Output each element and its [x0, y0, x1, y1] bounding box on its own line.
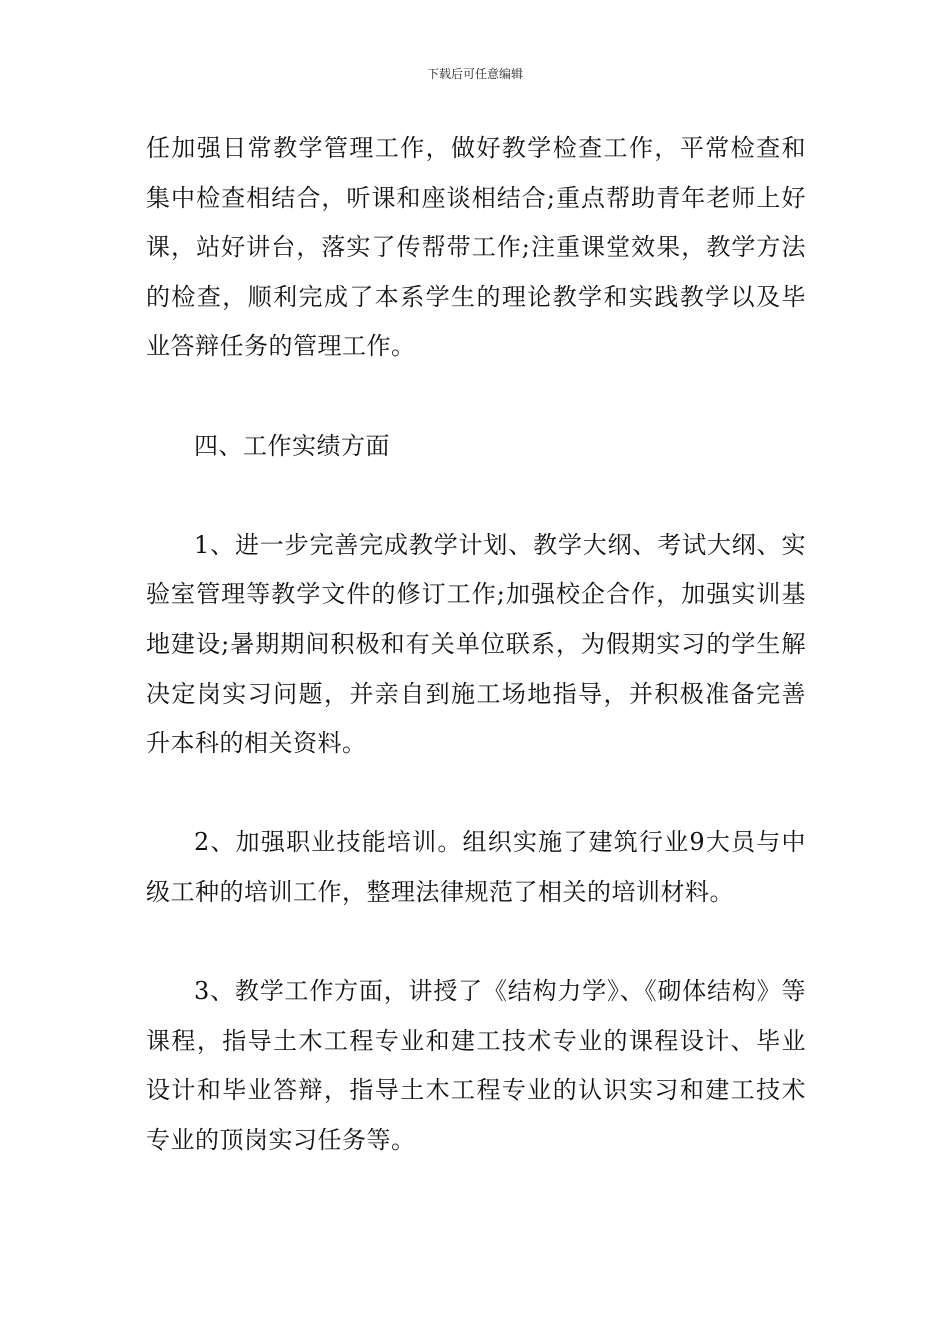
paragraph-management: 任加强日常教学管理工作，做好教学检查工作，平常检查和集中检查相结合，听课和座谈相结合;重点帮助青年老师上好课，站好讲台，落实了传帮带工作;注重课堂效果，教学方法的检查，顺利完成了本系学生的理论教学和实践教学以及毕业答辩任务的管理工作。: [146, 134, 806, 361]
paragraph-item-3: 3、教学工作方面，讲授了《结构力学》、《砌体结构》等课程，指导土木工程专业和建工技术专业的课程设计、毕业设计和毕业答辩，指导土木工程专业的认识实习和建工技术专业的顶岗实习任务等。: [146, 977, 806, 1154]
paragraph-item-2: 2、加强职业技能培训。组织实施了建筑行业9大员与中级工种的培训工作，整理法律规范了相关的培训材料。: [146, 828, 806, 906]
section-heading-work-achievements: 四、工作实绩方面: [194, 431, 390, 460]
document-body: [146, 124, 806, 1165]
paragraph-gap: [146, 769, 806, 819]
page-header-note: 下载后可任意编辑: [426, 67, 523, 81]
paragraph-gap: [146, 471, 806, 521]
paragraph-gap: [146, 918, 806, 968]
paragraph-gap: [146, 372, 806, 422]
paragraph-item-1: 1、进一步完善完成教学计划、教学大纲、考试大纲、实验室管理等教学文件的修订工作;加强校企合作，加强实训基地建设;暑期期间积极和有关单位联系，为假期实习的学生解决定岗实习问题，并亲自到施工场地指导，并积极准备完善升本科的相关资料。: [146, 530, 806, 758]
